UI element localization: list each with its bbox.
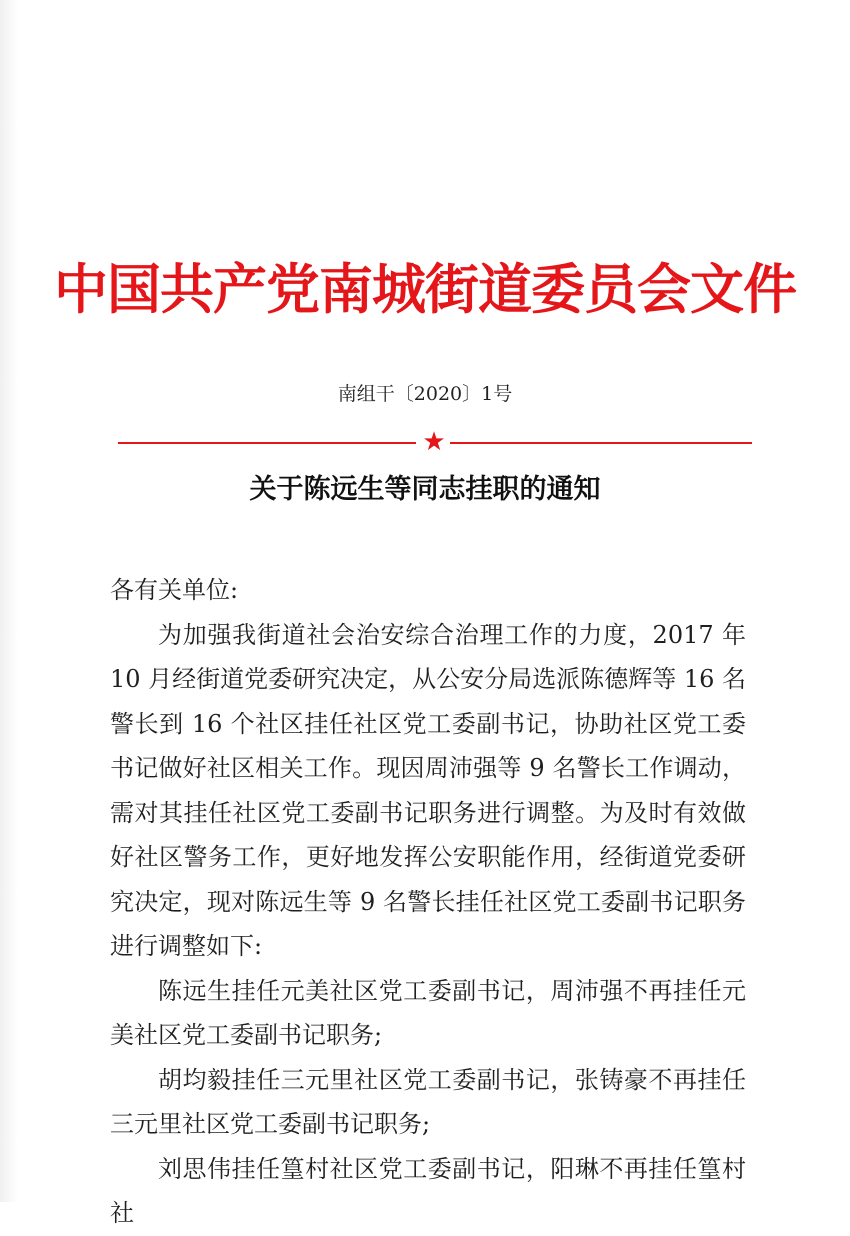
notice-title: 关于陈远生等同志挂职的通知 <box>249 474 601 505</box>
paragraph: 为加强我街道社会治安综合治理工作的力度，2017 年 10 月经街道党委研究决定，从公安分局选派陈德辉等 16 名警长到 16 个社区挂任社区党工委副书记，协助社区党工委书记做好社区相关工作。现因周沛强等 9 名警长工作调动，需对其挂任社区党工委副书记职务进行调整。为及时有效做好社区警务工作，更好地发挥公安职能作用，经街道党委研究决定，现对陈远生等 9 名警长挂任社区党工委副书记职务进行调整如下: <box>110 620 746 960</box>
document-body <box>110 568 746 1236</box>
red-divider <box>118 428 752 458</box>
document-number: 南组干〔2020〕1号 <box>337 383 513 405</box>
paragraph: 刘思伟挂任篁村社区党工委副书记，阳琳不再挂任篁村社 <box>110 1154 746 1227</box>
paragraph: 胡均毅挂任三元里社区党工委副书记，张铸豪不再挂任三元里社区党工委副书记职务; <box>110 1065 746 1138</box>
star-icon: ★ <box>422 427 446 457</box>
paragraph: 陈远生挂任元美社区党工委副书记，周沛强不再挂任元美社区党工委副书记职务; <box>110 976 746 1049</box>
document-header-title: 中国共产党南城街道委员会文件 <box>54 258 796 321</box>
scan-edge-shadow <box>0 0 18 1202</box>
divider-line-right <box>450 442 752 444</box>
divider-line-left <box>118 442 416 444</box>
salutation: 各有关单位: <box>110 576 239 604</box>
